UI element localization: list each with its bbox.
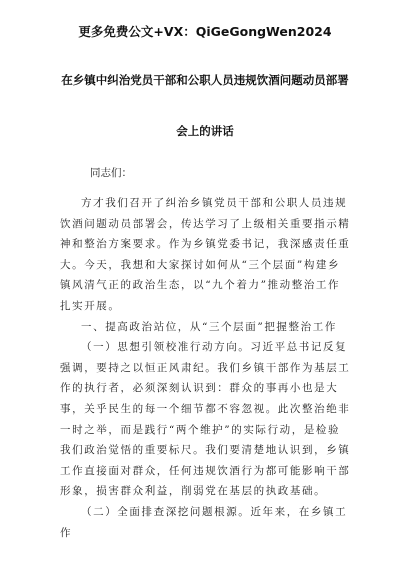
document-body xyxy=(60,193,352,543)
document-title-line-2: 会上的讲话 xyxy=(176,124,234,138)
section-heading-1: 一、提高政治站位，从“三个层面”把握整治工作 xyxy=(81,320,337,333)
paragraph-intro: 方才我们召开了纠治乡镇党员干部和公职人员违规饮酒问题动员部署会，传达学习了上级相关重要指示精神和整治方案要求。作为乡镇党委书记，我深感责任重大。今天，我想和大家探讨如何从“三个层面”构建乡镇风清气正的政治生态，以“九个着力”推动整治工作扎实开展。 xyxy=(60,197,351,312)
paragraph-subsection-2: （二）全面排查深挖问题根源。近年来，在乡镇工作 xyxy=(60,505,348,539)
salutation: 同志们： xyxy=(90,167,132,179)
document-title-line-1: 在乡镇中纠治党员干部和公职人员违规饮酒问题动员部署 xyxy=(61,73,349,87)
header-watermark-text: 更多免费公文+VX：QiGeGongWen2024 xyxy=(78,24,332,39)
paragraph-subsection-1: （一）思想引领校准行动方向。习近平总书记反复强调，要持之以恒正风肃纪。我们乡镇干部作为基层工作的执行者，必须深刻认识到：群众的事再小也是大事，关乎民生的每一个细节都不容忽视。此次整治绝非一时之举，而是践行“两个维护”的实际行动，是检验我们政治觉悟的重要标尺。我们要清楚地认识到，乡镇工作直接面对群众，任何违规饮酒行为都可能影响干部形象，损害群众利益，削弱党在基层的执政基础。 xyxy=(60,341,351,498)
